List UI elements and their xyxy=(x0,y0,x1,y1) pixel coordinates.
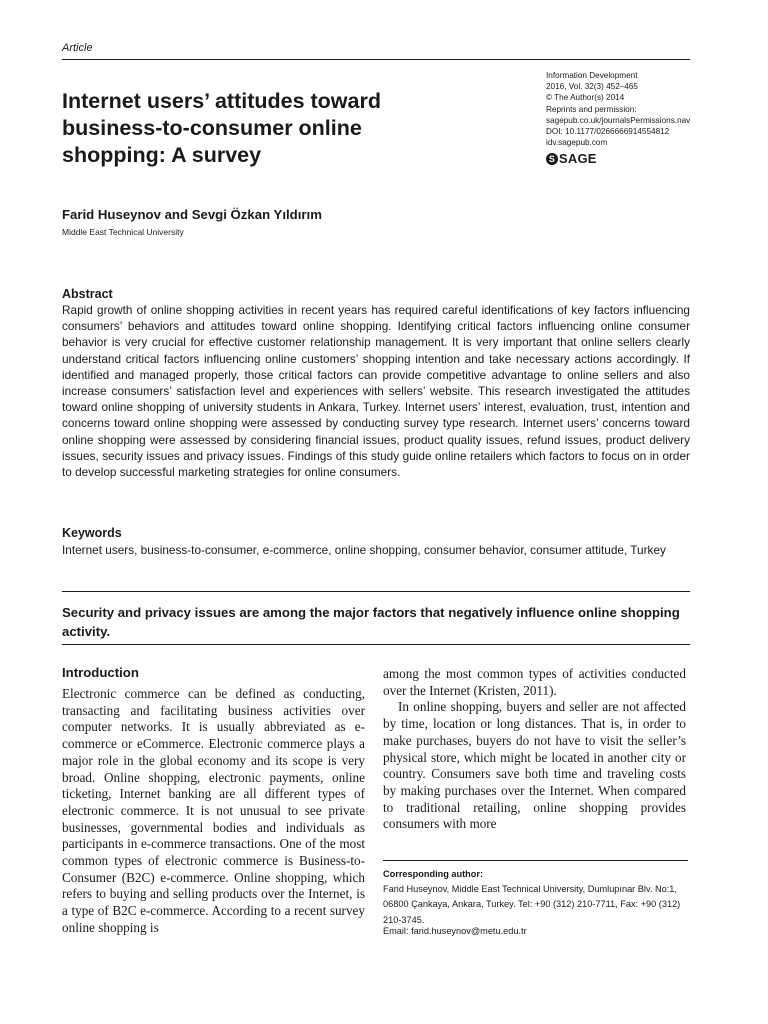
intro-paragraph-left: Electronic commerce can be defined as conducting, transacting and facilitating business activities over computer networks. It is usually abbreviated as e-commerce or eCommerce. Electronic commerce plays a major role in the global economy and its scope is very broad. Online shopping, electronic payments, online ticketing, Internet banking are all different types of electronic commerce. It is not unusual to see private businesses, governmental bodies and individuals as participants in e-commerce transactions. One of the most common types of electronic commerce is Business-to-Consumer (B2C) e-commerce. Online shopping, which refers to buying and selling products over the Internet, is a type of B2C e-commerce. According to a recent survey online shopping is xyxy=(62,686,365,935)
copyright: © The Author(s) 2014 xyxy=(546,93,625,103)
left-column xyxy=(62,686,365,937)
permissions-link[interactable]: sagepub.co.uk/journalsPermissions.nav xyxy=(546,115,691,125)
keywords-text: Internet users, business-to-consumer, e-commerce, online shopping, consumer behavior, consumer attitude, Turkey xyxy=(62,543,666,557)
article-title: Internet users’ attitudes toward business-to-consumer online shopping: A survey xyxy=(62,89,381,167)
journal-info xyxy=(546,70,706,148)
right-column xyxy=(383,666,686,833)
corresponding-author-heading: Corresponding author: xyxy=(383,869,484,879)
keywords-heading: Keywords xyxy=(62,526,122,540)
sage-logo-text: SAGE xyxy=(559,151,597,166)
abstract-text: Rapid growth of online shopping activities in recent years has required careful identifications of key factors influencing consumers’ behaviors and attitudes toward online shopping. Identifying critical factors influencing online consumer behavior is very crucial for effective customer relationship management. It is very important that online sellers clearly understand critical factors influencing online customers’ shopping intention and take necessary actions accordingly. If identified and managed properly, those critical factors can provide competitive advantage to online sellers and also increase consumers’ satisfaction level and experiences with sellers’ website. This research investigated the attitudes toward online shopping of university students in Ankara, Turkey. Internet users’ interest, evaluation, trust, intention and concerns toward online shopping were assessed by conducting survey type research. Internet users’ concerns toward online shopping were assessed by considering financial issues, product quality issues, refund issues, product delivery issues, security issues and privacy issues. Findings of this study guide online retailers which factors to focus on in order to develop successful marketing strategies for online consumers. xyxy=(62,303,690,480)
journal-name: Information Development xyxy=(546,71,638,80)
authors: Farid Huseynov and Sevgi Özkan Yıldırım xyxy=(62,207,322,222)
highlight-statement: Security and privacy issues are among the major factors that negatively influence online shopping activity. xyxy=(62,605,680,639)
affiliation: Middle East Technical University xyxy=(62,227,184,237)
sage-logo xyxy=(546,151,597,166)
intro-paragraph-right-1: among the most common types of activities conducted over the Internet (Kristen, 2011). xyxy=(383,666,686,698)
highlight-divider-bottom xyxy=(62,644,690,645)
footnote-divider xyxy=(383,860,688,861)
corresponding-author-email[interactable]: Email: farid.huseynov@metu.edu.tr xyxy=(383,926,527,936)
corresponding-author-address: Farid Huseynov, Middle East Technical University, Dumlupınar Blv. No:1, 06800 Çankaya, Ankara, Turkey. Tel: +90 (312) 210-7711, Fax: +90 (312) 210-3745. xyxy=(383,884,681,925)
abstract-heading: Abstract xyxy=(62,287,113,301)
header-divider xyxy=(62,59,690,60)
sage-logo-icon: S xyxy=(546,153,558,165)
doi[interactable]: DOI: 10.1177/0266666914554812 xyxy=(546,127,670,137)
journal-volume: 2016, Vol. 32(3) 452–465 xyxy=(546,82,638,92)
intro-paragraph-right-2: In online shopping, buyers and seller are not affected by time, location or long distances. That is, in order to make purchases, buyers do not have to visit the seller’s physical store, which might be located in another city or country. Consumers save both time and traveling costs by making purchases over the Internet. When compared to traditional retailing, online shopping provides consumers with more xyxy=(383,699,686,832)
introduction-heading: Introduction xyxy=(62,665,139,680)
reprints-label: Reprints and permission: xyxy=(546,104,637,114)
section-label: Article xyxy=(62,42,93,54)
journal-url[interactable]: idv.sagepub.com xyxy=(546,138,608,148)
highlight-divider-top xyxy=(62,591,690,592)
